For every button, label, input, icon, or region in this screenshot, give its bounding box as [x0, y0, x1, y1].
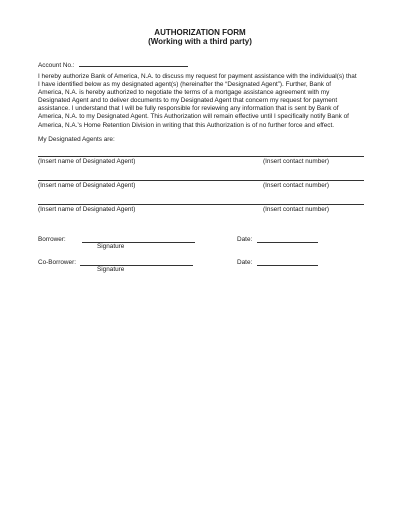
designated-agent-row[interactable]: [38, 204, 364, 216]
agent-contact-placeholder: (Insert contact number): [263, 206, 330, 213]
agent-entry-line[interactable]: [38, 180, 364, 181]
co-borrower-date-field[interactable]: [257, 265, 318, 266]
agent-name-placeholder: (Insert name of Designated Agent): [38, 158, 136, 165]
borrower-date-label: Date:: [237, 236, 253, 243]
borrower-signature-caption: Signature: [97, 243, 125, 250]
paragraph-line: America, N.A. is hereby authorized to negotiate the terms of a mortgage assistance agreement with my: [38, 89, 330, 97]
account-number-label: Account No.:: [38, 62, 75, 69]
agent-name-placeholder: (Insert name of Designated Agent): [38, 182, 136, 189]
paragraph-line: I have identified below as my designated agent(s) (hereinafter the “Designated Agent”). Further, Bank of: [38, 81, 332, 89]
agent-entry-line[interactable]: [38, 156, 364, 157]
form-title: AUTHORIZATION FORM: [154, 28, 246, 37]
account-number-field[interactable]: [79, 61, 188, 67]
designated-agent-row[interactable]: [38, 156, 364, 168]
co-borrower-date-label: Date:: [237, 259, 253, 266]
paragraph-line: assistance. I understand that I will be fully responsible for reviewing any information that is sent by Bank of: [38, 105, 339, 113]
agent-name-placeholder: (Insert name of Designated Agent): [38, 206, 136, 213]
paragraph-line: America, N.A.’s Home Retention Division in writing that this Authorization is of no further force and effect.: [38, 121, 335, 129]
co-borrower-signature-caption: Signature: [97, 266, 125, 273]
account-number-line: [38, 61, 188, 70]
borrower-date-field[interactable]: [257, 242, 318, 243]
authorization-paragraph: [38, 73, 368, 130]
paragraph-line: America, N.A. to my Designated Agent. This Authorization will remain effective until I specifically notify Bank of: [38, 113, 349, 121]
agent-contact-placeholder: (Insert contact number): [263, 158, 330, 165]
paragraph-line: Designated Agent and to deliver documents to my Designated Agent that concern my request for payment: [38, 97, 338, 105]
designated-agent-row[interactable]: [38, 180, 364, 192]
co-borrower-label: Co-Borrower:: [38, 259, 76, 266]
borrower-label: Borrower:: [38, 236, 66, 243]
agent-entry-line[interactable]: [38, 204, 364, 205]
agent-contact-placeholder: (Insert contact number): [263, 182, 330, 189]
paragraph-line: I hereby authorize Bank of America, N.A. to discuss my request for payment assistance with the individual(s) that: [38, 73, 357, 80]
form-subtitle: (Working with a third party): [148, 37, 252, 46]
designated-agents-label: My Designated Agents are:: [38, 136, 115, 143]
